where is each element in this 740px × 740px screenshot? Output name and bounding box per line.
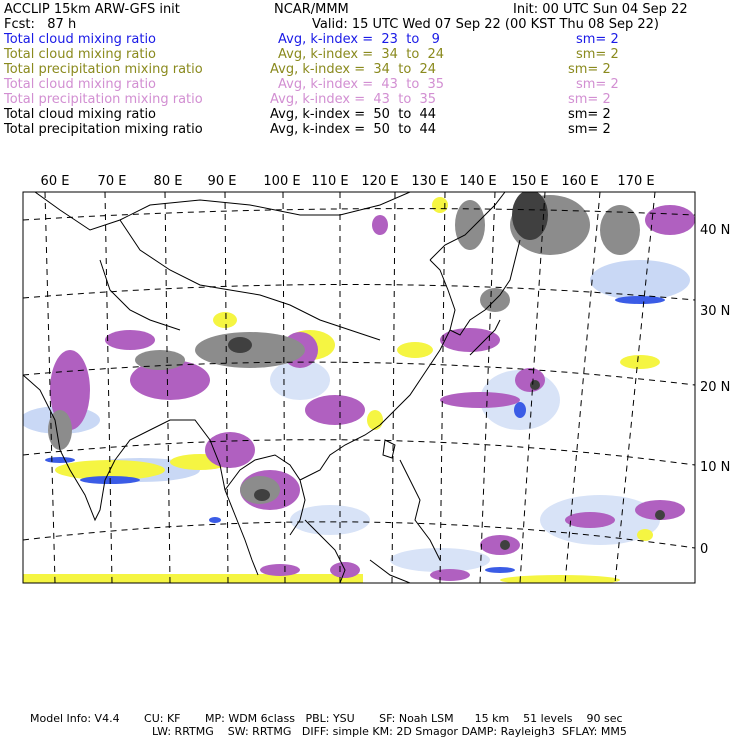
field-smoothing: sm= 2 [568,62,611,77]
latitude-label: 10 N [700,460,731,475]
field-avg-index: Avg, k-index = 43 to 35 [270,92,437,107]
longitude-label: 90 E [207,174,237,189]
field-avg-index: Avg, k-index = 43 to 35 [278,77,445,92]
init-time: Init: 00 UTC Sun 04 Sep 22 [513,2,688,17]
latitude-label: 0 [700,542,709,557]
longitude-label: 150 E [511,174,549,189]
longitude-label: 160 E [561,174,599,189]
field-name: Total precipitation mixing ratio [4,62,203,77]
field-smoothing: sm= 2 [568,107,611,122]
valid-time: Valid: 15 UTC Wed 07 Sep 22 (00 KST Thu 08 Sep 22) [312,17,659,32]
longitude-label: 120 E [361,174,399,189]
latitude-label: 40 N [700,223,731,238]
longitude-label: 170 E [617,174,655,189]
model-info-line-2: LW: RRTMG SW: RRTMG DIFF: simple KM: 2D Smagor DAMP: Rayleigh3 SFLAY: MM5 [152,725,627,738]
field-avg-index: Avg, k-index = 34 to 24 [278,47,445,62]
longitude-label: 140 E [459,174,497,189]
latitude-labels [700,223,730,557]
model-title: ACCLIP 15km ARW-GFS init [4,2,180,17]
field-name: Total cloud mixing ratio [4,107,157,122]
longitude-label: 100 E [263,174,301,189]
forecast-hour: Fcst: 87 h [4,17,77,32]
longitude-label: 70 E [97,174,127,189]
longitude-label: 130 E [411,174,449,189]
field-avg-index: Avg, k-index = 23 to 9 [278,32,440,47]
field-smoothing: sm= 2 [576,32,619,47]
latitude-label: 20 N [700,380,731,395]
field-name: Total cloud mixing ratio [4,47,157,62]
field-name: Total cloud mixing ratio [4,77,157,92]
longitude-label: 110 E [311,174,349,189]
field-name: Total cloud mixing ratio [4,32,157,47]
center-name: NCAR/MMM [274,2,349,17]
field-avg-index: Avg, k-index = 50 to 44 [270,107,437,122]
field-name: Total precipitation mixing ratio [4,92,203,107]
field-avg-index: Avg, k-index = 34 to 24 [270,62,437,77]
longitude-label: 80 E [153,174,183,189]
longitude-labels [41,174,655,189]
field-avg-index: Avg, k-index = 50 to 44 [270,122,437,137]
field-smoothing: sm= 2 [576,47,619,62]
longitude-label: 60 E [40,174,70,189]
latitude-label: 30 N [700,304,731,319]
field-smoothing: sm= 2 [568,122,611,137]
field-name: Total precipitation mixing ratio [4,122,203,137]
field-smoothing: sm= 2 [568,92,611,107]
model-info-line-1: Model Info: V4.4 CU: KF MP: WDM 6class PBL: YSU SF: Noah LSM 15 km 51 levels 90 sec [30,712,623,725]
field-smoothing: sm= 2 [576,77,619,92]
